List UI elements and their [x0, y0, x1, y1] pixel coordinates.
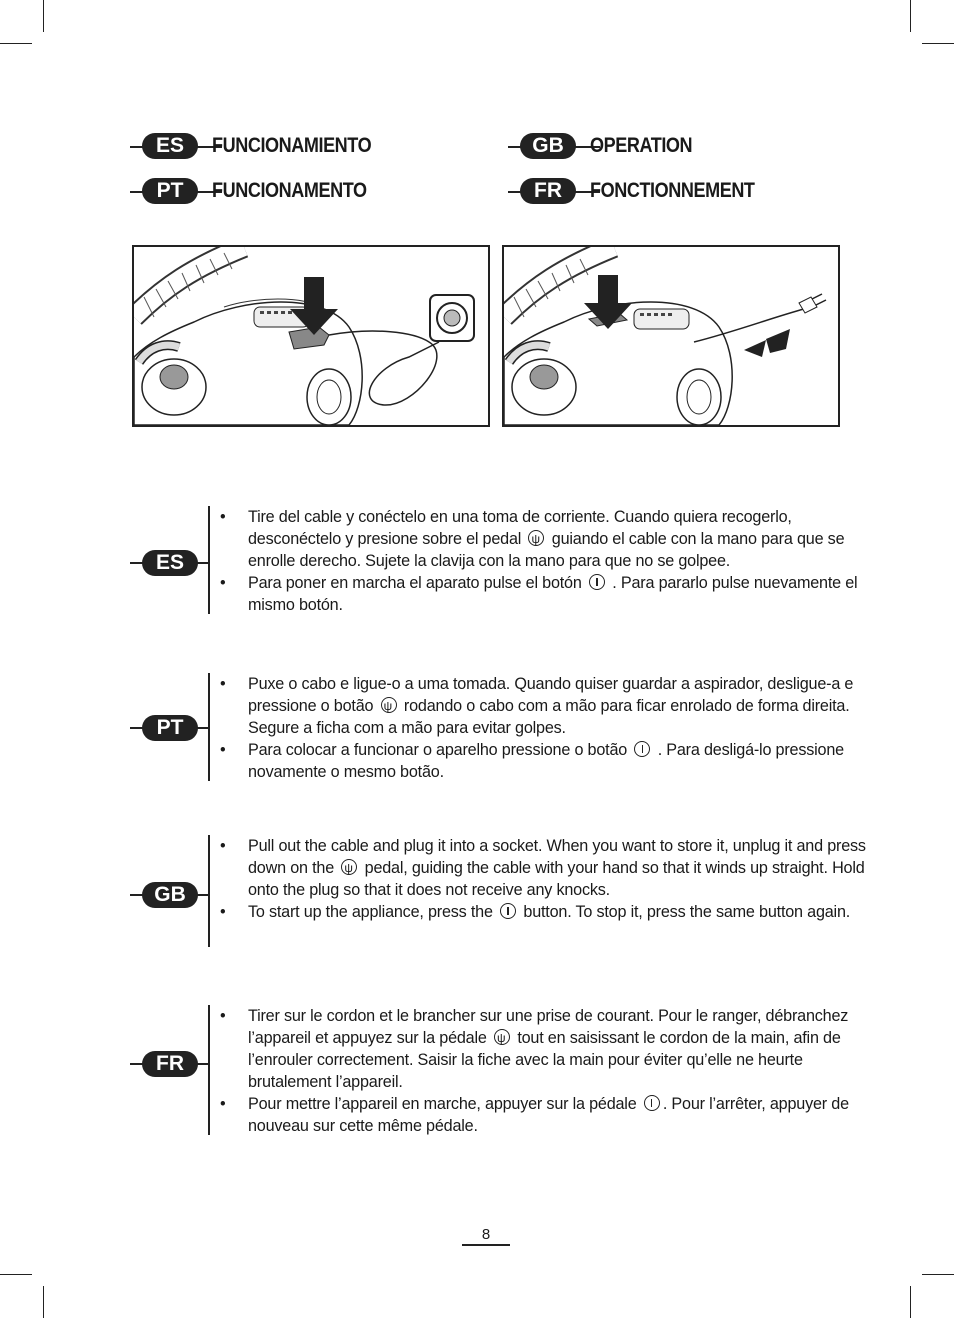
crop-mark — [43, 0, 44, 32]
section-divider — [208, 835, 210, 947]
lang-badge: PT — [142, 715, 198, 741]
illustration-rewind-cord — [502, 245, 840, 427]
crop-mark — [910, 0, 911, 32]
cord-rewind-icon — [341, 859, 357, 875]
bullet-item — [220, 739, 870, 783]
bullet-item — [220, 835, 870, 901]
bullet-text: button. To stop it, press the same button again. — [523, 903, 851, 921]
section-fr — [130, 1005, 870, 1137]
power-button-icon — [500, 903, 516, 919]
bullet-list — [220, 835, 870, 923]
crop-mark — [0, 43, 32, 44]
section-divider — [208, 506, 210, 614]
bullet-item — [220, 572, 870, 616]
lang-badge: ES — [142, 550, 198, 576]
bullet-text: . Pour l’arrêter, appuyer de nouveau sur cette même pédale. — [248, 1095, 849, 1135]
bullet-item — [220, 1093, 870, 1137]
bullet-text: Tire del cable y conéctelo en una toma de corriente. Cuando quiera recogerlo, desconéctelo y presione sobre el pedal — [248, 508, 792, 548]
cord-rewind-icon — [381, 697, 397, 713]
power-button-icon — [589, 574, 605, 590]
bullet-text: To start up the appliance, press the — [248, 903, 493, 921]
crop-mark — [922, 1274, 954, 1275]
bullet-text: Para poner en marcha el aparato pulse el botón — [248, 574, 582, 592]
section-divider — [208, 1005, 210, 1135]
crop-mark — [910, 1286, 911, 1318]
power-button-icon — [634, 741, 650, 757]
power-button-icon — [644, 1095, 660, 1111]
crop-mark — [0, 1274, 32, 1275]
bullet-text: . Para pararlo pulse nuevamente el mismo botón. — [248, 574, 858, 614]
illustration-plug-in — [132, 245, 490, 427]
lang-badge: GB — [520, 133, 576, 159]
bullet-text: guiando el cable con la mano para que se enrolle derecho. Sujete la clavija con la mano para que no se golpee. — [248, 530, 845, 570]
bullet-text: Pull out the cable and plug it into a socket. When you want to store it, unplug it and press down on the — [248, 837, 866, 877]
bullet-item — [220, 901, 870, 923]
bullet-text: Tirer sur le cordon et le brancher sur une prise de courant. Pour le ranger, débranchez l’appareil et appuyez sur la pédale — [248, 1007, 849, 1047]
bullet-list — [220, 506, 870, 616]
lang-badge: FR — [142, 1051, 198, 1077]
header-title: FONCTIONNEMENT — [590, 179, 755, 202]
page-number-underline — [462, 1244, 510, 1246]
crop-mark — [43, 1286, 44, 1318]
section-gb — [130, 835, 870, 950]
bullet-item — [220, 673, 870, 739]
crop-mark — [922, 43, 954, 44]
bullet-text: Pour mettre l’appareil en marche, appuyer sur la pédale — [248, 1095, 637, 1113]
page-number: 8 — [481, 1226, 491, 1243]
lang-badge: ES — [142, 133, 198, 159]
lang-badge: FR — [520, 178, 576, 204]
bullet-text: tout en saisissant le cordon de la main, afin de l’enrouler correctement. Saisir la fiche avec la main pour éviter qu’elle ne heurte brutalement l’appareil. — [248, 1029, 841, 1091]
lang-badge: GB — [142, 882, 198, 908]
header-title: OPERATION — [590, 134, 693, 157]
section-pt — [130, 673, 870, 783]
lang-badge: PT — [142, 178, 198, 204]
bullet-text: Para colocar a funcionar o aparelho pressione o botão — [248, 741, 628, 759]
bullet-list — [220, 1005, 870, 1137]
section-es — [130, 506, 870, 616]
cord-rewind-icon — [494, 1029, 510, 1045]
bullet-text: rodando o cabo com a mão para ficar enrolado de forma direita. Segure a ficha com a mão para evitar golpes. — [248, 697, 850, 737]
bullet-list — [220, 673, 870, 783]
bullet-item — [220, 1005, 870, 1093]
header-title: FUNCIONAMENTO — [212, 179, 367, 202]
bullet-text: Puxe o cabo e ligue-o a uma tomada. Quando quiser guardar a aspirador, desligue-a e pressione o botão — [248, 675, 854, 715]
bullet-text: . Para desligá-lo pressione novamente o mesmo botão. — [248, 741, 844, 781]
cord-rewind-icon — [528, 530, 544, 546]
vacuum-rewind-drawing — [504, 247, 838, 425]
header-title: FUNCIONAMIENTO — [212, 134, 372, 157]
bullet-item — [220, 506, 870, 572]
bullet-text: pedal, guiding the cable with your hand so that it winds up straight. Hold onto the plug so that it does not receive any knocks. — [248, 859, 865, 899]
vacuum-plug-in-drawing — [134, 247, 488, 425]
